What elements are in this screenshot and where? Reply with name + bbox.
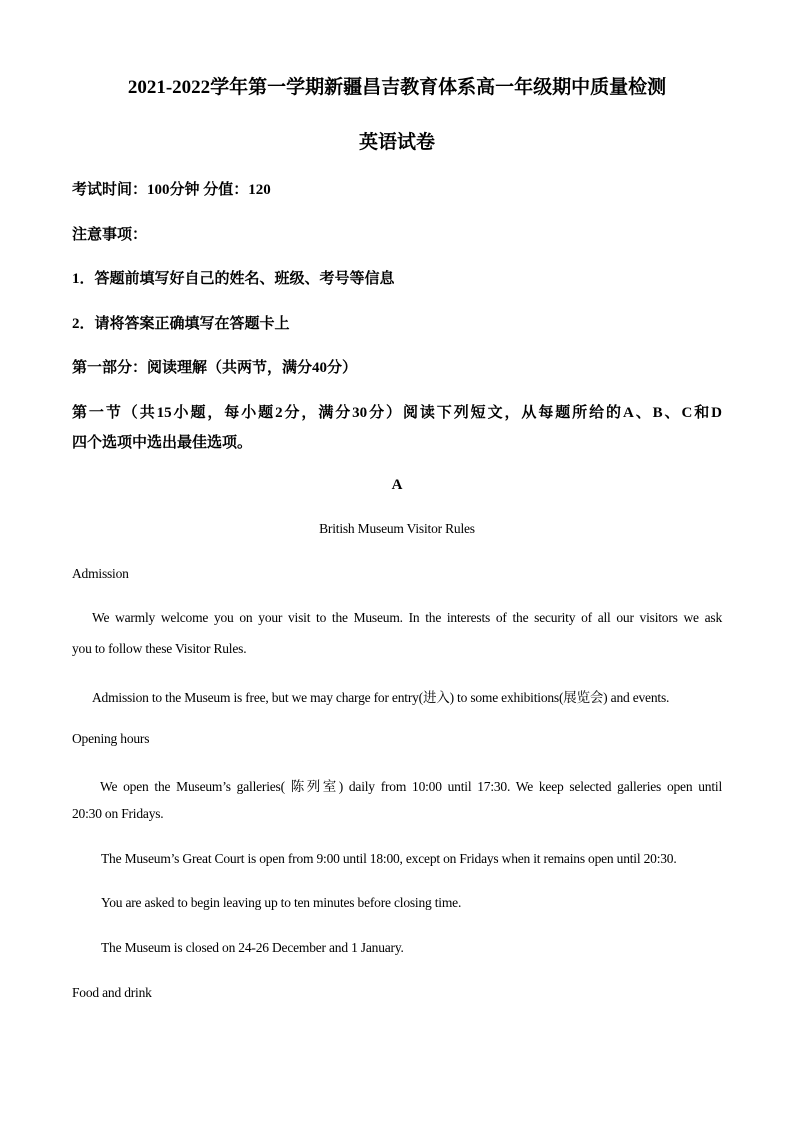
hours-paragraph-4: The Museum is closed on 24-26 December and 1 January. <box>101 940 404 955</box>
hours-paragraph-2: The Museum’s Great Court is open from 9:00 until 18:00, except on Fridays when it remains open until 20:30. <box>101 851 677 866</box>
section1-instructions-line2: 四个选项中选出最佳选项。 <box>72 435 253 451</box>
admission-paragraph-1-line1: We warmly welcome you on your visit to the Museum. In the interests of the security of all our visitors we ask <box>92 610 722 625</box>
hours-paragraph-1-line2: 20:30 on Fridays. <box>72 806 164 821</box>
passage-title: British Museum Visitor Rules <box>319 521 475 536</box>
part1-heading: 第一部分：阅读理解（共两节，满分40分） <box>72 360 358 376</box>
hours-paragraph-1-line1: We open the Museum’s galleries( 陈列室) daily from 10:00 until 17:30. We keep selected galleries open until <box>100 779 722 794</box>
notes-item-2: 2．请将答案正确填写在答题卡上 <box>72 316 290 332</box>
hours-paragraph-3: You are asked to begin leaving up to ten minutes before closing time. <box>101 895 462 910</box>
page-subtitle: 英语试卷 <box>358 132 435 153</box>
section-heading-food-and-drink: Food and drink <box>72 985 152 1000</box>
section-heading-admission: Admission <box>72 566 129 581</box>
section1-instructions-line1: 第一节（共15小题，每小题2分，满分30分）阅读下列短文，从每题所给的A、B、C和D <box>72 405 722 421</box>
passage-label: A <box>391 477 403 493</box>
exam-info: 考试时间：100分钟 分值：120 <box>72 182 271 198</box>
page-title: 2021-2022学年第一学期新疆昌吉教育体系高一年级期中质量检测 <box>127 77 667 98</box>
admission-paragraph-1-line2: you to follow these Visitor Rules. <box>72 641 247 656</box>
admission-paragraph-2: Admission to the Museum is free, but we may charge for entry(进入) to some exhibitions(展览会) and events. <box>92 690 670 705</box>
section-heading-opening-hours: Opening hours <box>72 731 150 746</box>
notes-item-1: 1．答题前填写好自己的姓名、班级、考号等信息 <box>72 271 395 287</box>
notes-heading: 注意事项： <box>72 227 148 243</box>
